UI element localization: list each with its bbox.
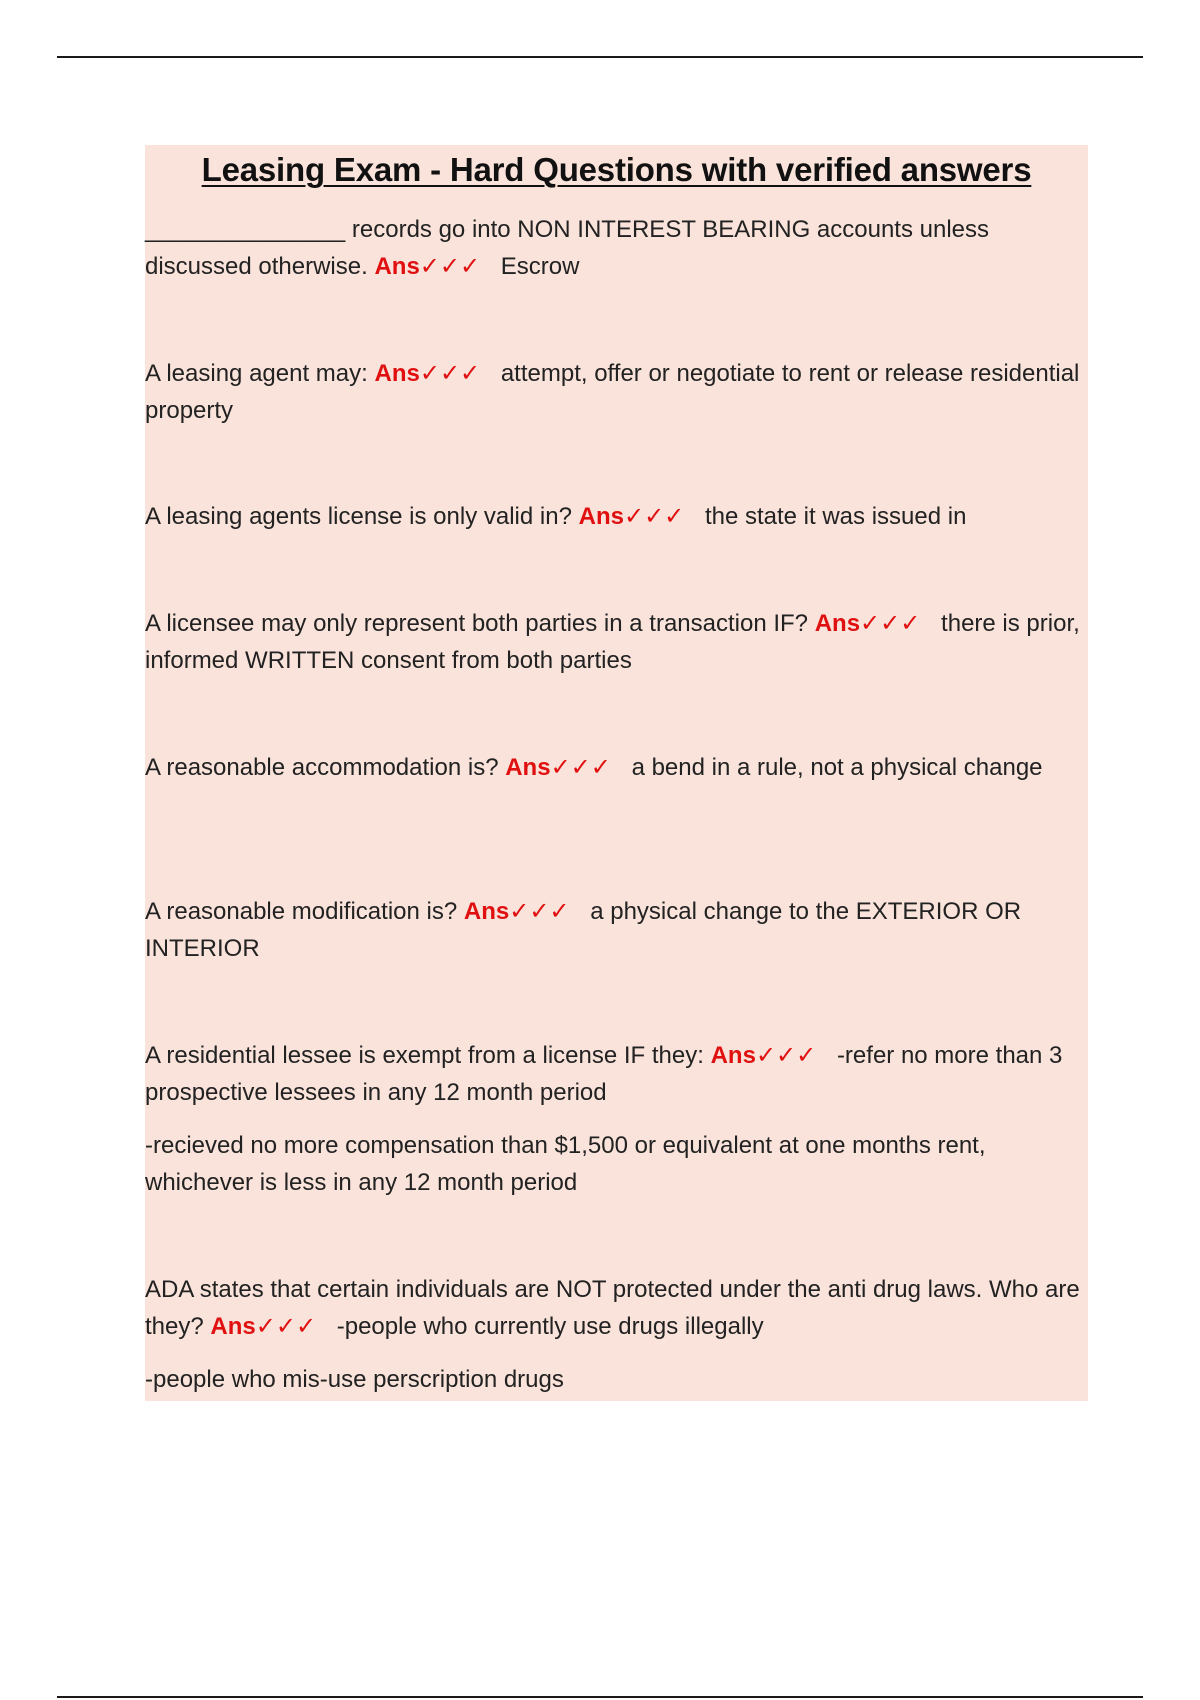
answer-text: a physical change to the EXTERIOR OR INTERIOR — [145, 898, 1022, 962]
answer-marker: Ans — [578, 503, 624, 530]
answer-marker: Ans — [374, 360, 420, 387]
question-text: _______________ records go into NON INTEREST BEARING accounts unless discussed otherwise. — [145, 216, 990, 280]
qa-paragraph — [145, 605, 1088, 679]
check-marks-icon: ✓✓✓ — [860, 610, 921, 637]
qa-item-8 — [145, 1271, 1088, 1414]
qa-item-4 — [145, 605, 1088, 695]
check-marks-icon: ✓✓✓ — [419, 360, 481, 387]
answer-text: the state it was issued in — [704, 503, 967, 530]
check-marks-icon: ✓✓✓ — [550, 754, 611, 781]
question-text: A licensee may only represent both parties in a transaction IF? — [145, 610, 809, 637]
document-title: Leasing Exam - Hard Questions with verified answers — [201, 151, 1032, 188]
answer-marker: Ans — [374, 253, 420, 280]
qa-paragraph — [145, 211, 1088, 285]
qa-item-6 — [145, 893, 1088, 983]
qa-item-1 — [145, 211, 1088, 301]
check-marks-icon: ✓✓✓ — [755, 1042, 817, 1069]
question-text: A residential lessee is exempt from a license IF they: — [145, 1042, 704, 1069]
question-text: ADA states that certain individuals are NOT protected under the anti drug laws. Who are they? — [145, 1276, 1080, 1340]
answer-marker: Ans — [710, 1042, 756, 1069]
qa-paragraph — [145, 1271, 1088, 1345]
qa-item-3 — [145, 498, 1088, 551]
qa-paragraph — [145, 1037, 1088, 1111]
answer-marker: Ans — [463, 898, 510, 925]
qa-paragraph — [145, 498, 1088, 535]
qa-paragraph — [145, 355, 1088, 429]
qa-extra-line: -recieved no more compensation than $1,500 or equivalent at one months rent, whichever is less in any 12 month period — [145, 1132, 986, 1196]
qa-extra-line: -people who mis-use perscription drugs — [145, 1366, 564, 1393]
answer-marker: Ans — [210, 1313, 256, 1340]
question-text: A reasonable modification is? — [145, 898, 458, 925]
qa-item-5 — [145, 749, 1088, 802]
check-marks-icon: ✓✓✓ — [419, 253, 481, 280]
check-marks-icon: ✓✓✓ — [623, 503, 685, 530]
qa-item-7 — [145, 1037, 1088, 1217]
answer-text: -people who currently use drugs illegally — [336, 1313, 764, 1340]
qa-paragraph — [145, 749, 1088, 786]
answer-text: Escrow — [500, 253, 580, 280]
top-rule — [57, 56, 1143, 58]
question-text: A reasonable accommodation is? — [145, 754, 499, 781]
document-panel — [145, 145, 1088, 1401]
answer-marker: Ans — [505, 754, 551, 781]
answer-marker: Ans — [814, 610, 861, 637]
check-marks-icon: ✓✓✓ — [255, 1313, 317, 1340]
answer-text: a bend in a rule, not a physical change — [631, 754, 1043, 781]
answer-text: -refer no more than 3 prospective lessees in any 12 month period — [145, 1042, 1063, 1106]
answer-text: attempt, offer or negotiate to rent or release residential property — [145, 360, 1080, 424]
qa-item-2 — [145, 355, 1088, 445]
check-marks-icon: ✓✓✓ — [509, 898, 570, 925]
bottom-rule — [57, 1696, 1143, 1698]
answer-text: there is prior, informed WRITTEN consent from both parties — [145, 610, 1080, 674]
question-text: A leasing agents license is only valid in? — [145, 503, 572, 530]
qa-paragraph — [145, 893, 1088, 967]
question-text: A leasing agent may: — [145, 360, 368, 387]
